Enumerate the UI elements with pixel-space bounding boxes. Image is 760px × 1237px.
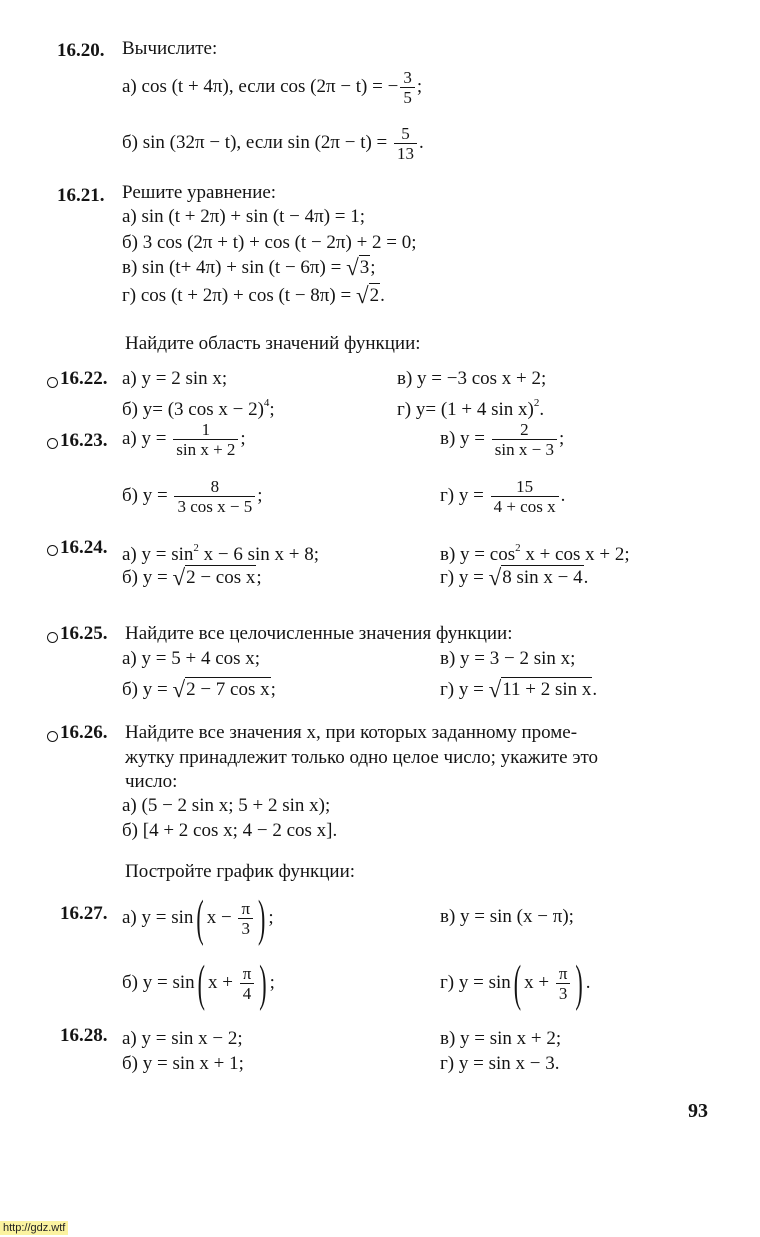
text: ;	[240, 427, 246, 449]
item-a	[122, 420, 246, 459]
sqrt: √2 − cos x	[172, 565, 256, 590]
fraction	[238, 899, 253, 938]
item-a: а) sin (t + 2π) + sin (t − 4π) = 1;	[122, 206, 366, 227]
text: а) y = sin	[122, 544, 194, 565]
sqrt: √11 + 2 sin x	[488, 677, 592, 702]
numerator: 1	[201, 420, 211, 439]
sqrt: √2 − 7 cos x	[172, 677, 270, 702]
problem-title: Решите уравнение:	[122, 182, 277, 203]
difficulty-marker	[47, 377, 58, 388]
text: x +	[207, 972, 238, 993]
text: ;	[268, 907, 274, 928]
text: ;	[416, 75, 423, 97]
problem-text-line: число:	[125, 771, 178, 792]
text: б) y = sin	[122, 972, 195, 993]
item-b	[122, 953, 275, 1012]
item-v: в) y = sin x + 2;	[440, 1028, 562, 1049]
exponent: 2	[193, 542, 199, 554]
item-b	[122, 124, 424, 163]
item-b: б) 3 cos (2π + t) + cos (t − 2π) + 2 = 0;	[122, 232, 417, 253]
difficulty-marker	[47, 438, 58, 449]
item-b	[122, 477, 263, 516]
section-heading: Постройте график функции:	[125, 861, 356, 882]
item-v	[440, 420, 564, 459]
item-a: а) y = 5 + 4 cos x;	[122, 648, 261, 669]
text: г) y= (1 + 4 sin x)	[397, 399, 534, 420]
denominator: 3	[238, 918, 253, 938]
problem-number: 16.21.	[57, 185, 105, 206]
text: г) y =	[440, 567, 489, 588]
problem-title: Вычислите:	[122, 38, 218, 59]
text: ;	[370, 257, 376, 278]
sqrt: √3	[346, 255, 370, 280]
item-g	[440, 679, 597, 701]
text: г) y = sin	[440, 972, 511, 993]
text: .	[592, 679, 598, 700]
text: ;	[269, 399, 275, 420]
item-v: в) y = 3 − 2 sin x;	[440, 648, 576, 669]
text: б) y =	[122, 484, 173, 506]
item-a: а) y = sin x − 2;	[122, 1028, 243, 1049]
denominator: 3	[556, 983, 571, 1003]
denominator: sin x + 2	[173, 439, 238, 459]
text: ;	[256, 567, 262, 588]
text: а) y = sin	[122, 907, 194, 928]
item-a: а) (5 − 2 sin x; 5 + 2 sin x);	[122, 795, 331, 816]
sqrt: √8 sin x − 4	[488, 565, 583, 590]
problem-number: 16.22.	[60, 368, 108, 389]
problem-text-line: Найдите все значения x, при которых заданному проме-	[125, 722, 578, 743]
text: г) cos (t + 2π) + cos (t − 8π) =	[122, 285, 356, 306]
text: в) y =	[440, 427, 490, 449]
item-g: г) y = sin x − 3.	[440, 1053, 560, 1074]
denominator: 4 + cos x	[491, 496, 559, 516]
text: г) y =	[440, 679, 489, 700]
numerator: 15	[516, 477, 534, 496]
numerator: 3	[403, 68, 412, 87]
fraction	[556, 964, 571, 1003]
big-paren-open: (	[196, 888, 204, 947]
text: .	[539, 399, 545, 420]
numerator: π	[242, 964, 252, 984]
text: а) cos (t + 4π), если cos (2π − t) = −	[122, 75, 399, 97]
radicand: 8 sin x − 4	[502, 567, 583, 588]
difficulty-marker	[47, 731, 58, 742]
big-paren-close: )	[258, 888, 266, 947]
item-g	[440, 477, 565, 516]
numerator: 5	[401, 124, 410, 143]
item-v: в) y = −3 cos x + 2;	[397, 368, 547, 389]
text: .	[583, 567, 589, 588]
page-number: 93	[688, 1100, 708, 1122]
text: ;	[558, 427, 565, 449]
exponent: 2	[533, 397, 540, 409]
text: а) y =	[122, 427, 172, 449]
text: ;	[269, 972, 275, 993]
numerator: 8	[210, 477, 220, 496]
item-v: в) y = sin (x − π);	[440, 906, 574, 927]
denominator: 5	[400, 87, 415, 107]
fraction	[174, 477, 255, 516]
text: ;	[257, 484, 263, 506]
item-b: б) [4 + 2 cos x; 4 − 2 cos x].	[122, 820, 338, 841]
item-a	[122, 537, 319, 566]
exponent: 4	[263, 397, 270, 409]
fraction	[173, 420, 238, 459]
numerator: 2	[520, 420, 529, 439]
item-b	[122, 392, 275, 421]
fraction	[400, 68, 415, 107]
problem-number: 16.20.	[57, 40, 105, 61]
text: б) y =	[122, 679, 173, 700]
problem-number: 16.27.	[60, 903, 108, 924]
problem-number: 16.26.	[60, 722, 108, 743]
fraction	[394, 124, 417, 163]
item-g	[397, 392, 544, 421]
item-v	[440, 537, 630, 566]
text: .	[419, 131, 424, 153]
text: x − 6 sin x + 8;	[198, 544, 320, 565]
item-g	[440, 567, 588, 589]
problem-number: 16.25.	[60, 623, 108, 644]
big-paren-close: )	[575, 953, 583, 1012]
text: x + cos x + 2;	[520, 544, 630, 565]
text: x −	[206, 907, 237, 928]
problem-text-line: жутку принадлежит только одно целое число; укажите это	[125, 747, 599, 768]
numerator: π	[241, 899, 251, 919]
text: г) y =	[440, 484, 489, 506]
difficulty-marker	[47, 632, 58, 643]
radicand: 2 − 7 cos x	[186, 679, 270, 700]
numerator: π	[558, 964, 568, 984]
difficulty-marker	[47, 545, 58, 556]
item-g	[440, 953, 591, 1012]
sqrt: √2	[355, 283, 380, 308]
text: б) y= (3 cos x − 2)	[122, 399, 264, 420]
denominator: 3 cos x − 5	[174, 496, 255, 516]
big-paren-open: (	[513, 953, 522, 1012]
problem-number: 16.23.	[60, 430, 108, 451]
denominator: sin x − 3	[492, 439, 557, 459]
item-v	[122, 257, 375, 279]
item-a	[122, 68, 422, 107]
denominator: 13	[394, 143, 417, 163]
big-paren-open: (	[197, 953, 205, 1012]
exponent: 2	[515, 542, 521, 554]
big-paren-close: )	[259, 953, 267, 1012]
radicand: 11 + 2 sin x	[502, 679, 592, 700]
text: .	[585, 972, 591, 993]
radicand: 2	[369, 285, 380, 306]
problem-number: 16.24.	[60, 537, 108, 558]
text: в) sin (t+ 4π) + sin (t − 6π) =	[122, 257, 347, 278]
item-b: б) y = sin x + 1;	[122, 1053, 244, 1074]
problem-number: 16.28.	[60, 1025, 108, 1046]
denominator: 4	[240, 983, 255, 1003]
section-heading: Найдите область значений функции:	[125, 333, 421, 354]
problem-title: Найдите все целочисленные значения функции:	[125, 623, 513, 644]
watermark-link[interactable]: http://gdz.wtf	[0, 1221, 68, 1235]
item-a: а) y = 2 sin x;	[122, 368, 228, 389]
text: .	[560, 484, 566, 506]
fraction	[491, 477, 559, 516]
text: б) y =	[122, 567, 173, 588]
text: в) y = cos	[440, 544, 516, 565]
text: ;	[270, 679, 276, 700]
text: x +	[524, 972, 554, 993]
item-b	[122, 567, 262, 589]
item-g	[122, 285, 385, 307]
radicand: 3	[359, 257, 370, 278]
radicand: 2 − cos x	[186, 567, 256, 588]
fraction	[240, 964, 255, 1003]
text: .	[380, 285, 385, 306]
item-b	[122, 679, 276, 701]
fraction	[492, 420, 557, 459]
text: б) sin (32π − t), если sin (2π − t) =	[122, 131, 393, 153]
